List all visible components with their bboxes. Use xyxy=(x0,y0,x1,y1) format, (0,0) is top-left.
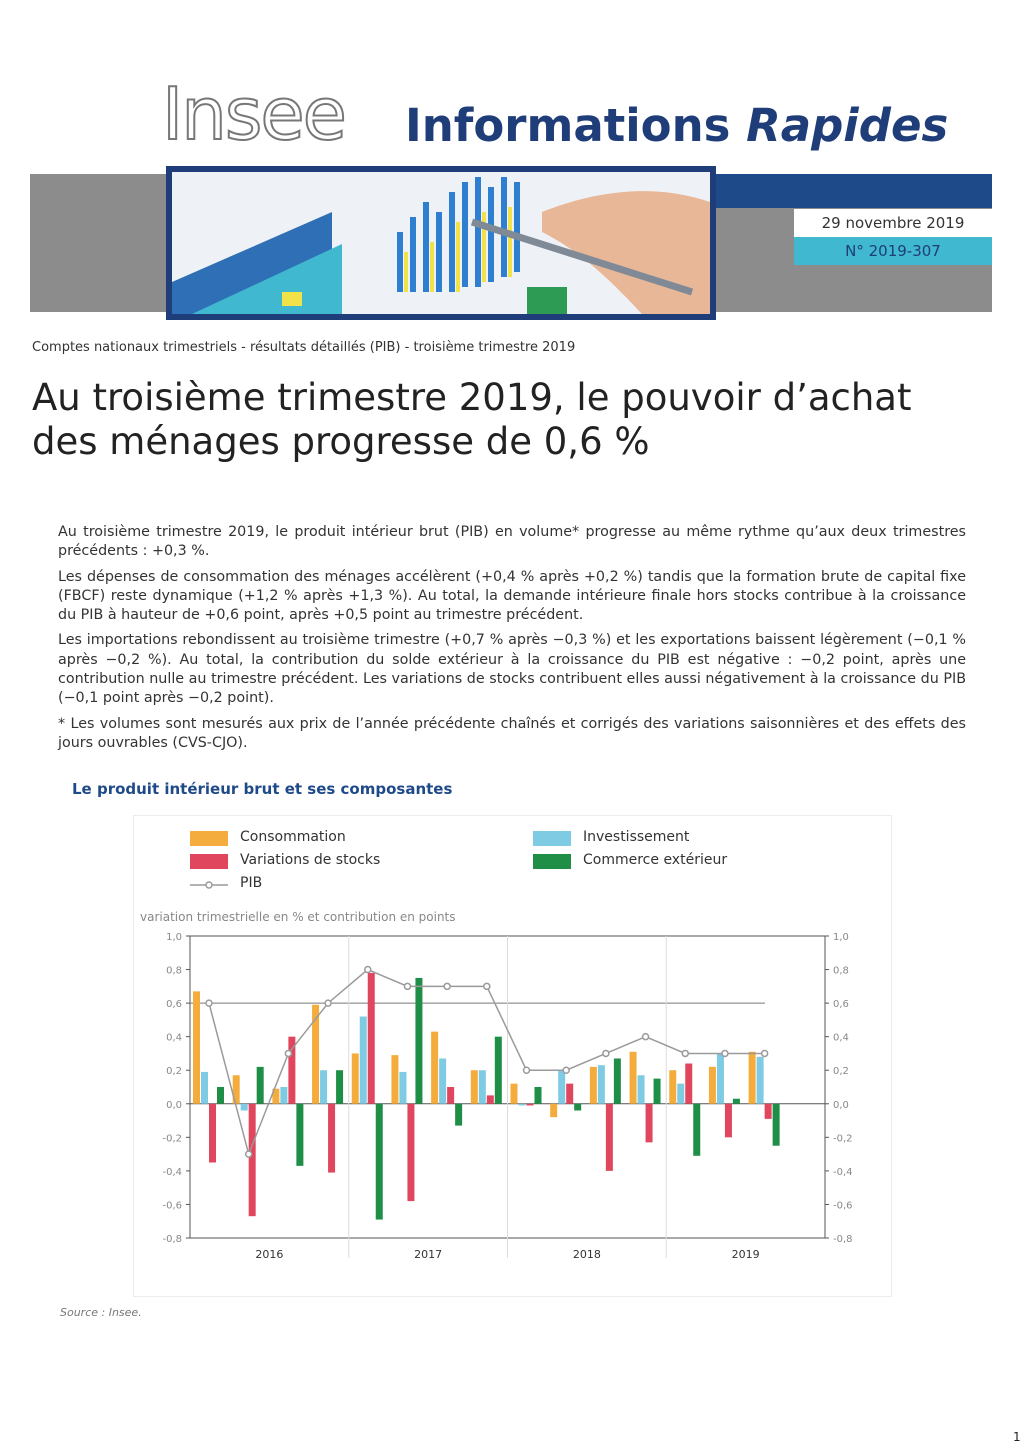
banner-image xyxy=(166,166,716,320)
bar-investissement xyxy=(439,1058,446,1103)
legend-label: Investissement xyxy=(583,829,690,845)
summary-text xyxy=(58,523,966,759)
y-tick-label-right: -0,2 xyxy=(833,1133,853,1145)
pib-point xyxy=(762,1050,768,1056)
y-tick-label-right: 0,2 xyxy=(833,1066,849,1078)
y-tick-label-right: 0,0 xyxy=(833,1099,849,1111)
pib-point xyxy=(404,983,410,989)
bar-commerce xyxy=(495,1037,502,1104)
bar-commerce xyxy=(336,1070,343,1104)
publication-date: 29 novembre 2019 xyxy=(794,209,992,237)
bar-investissement xyxy=(519,1104,526,1106)
legend-line-swatch xyxy=(190,877,228,892)
y-tick-label-right: 0,8 xyxy=(833,965,849,977)
legend-swatch xyxy=(533,831,571,846)
bar-stocks xyxy=(209,1104,216,1163)
bar-stocks xyxy=(368,973,375,1104)
bar-consommation xyxy=(471,1070,478,1104)
bar-investissement xyxy=(638,1075,645,1104)
publication-name xyxy=(405,99,949,152)
y-tick-label-right: -0,4 xyxy=(833,1166,853,1178)
title-line-2: des ménages progresse de 0,6 % xyxy=(32,420,650,463)
year-label: 2019 xyxy=(731,1248,760,1261)
bar-consommation xyxy=(193,991,200,1103)
pib-point xyxy=(246,1151,252,1157)
y-tick-label-right: -0,6 xyxy=(833,1200,853,1212)
pib-point xyxy=(206,1000,212,1006)
bar-investissement xyxy=(320,1070,327,1104)
banner-illustration xyxy=(172,172,710,314)
chart-bars xyxy=(193,973,780,1220)
pib-point xyxy=(563,1067,569,1073)
bar-consommation xyxy=(630,1052,637,1104)
bar-stocks xyxy=(685,1064,692,1104)
pib-point xyxy=(722,1050,728,1056)
page-number: 1 xyxy=(1013,1430,1021,1444)
y-tick-label-left: -0,6 xyxy=(162,1200,182,1212)
y-tick-label-left: 0,8 xyxy=(166,965,182,977)
bar-commerce xyxy=(614,1058,621,1103)
bar-investissement xyxy=(241,1104,248,1111)
bar-commerce xyxy=(733,1099,740,1104)
year-label: 2018 xyxy=(572,1248,601,1261)
bar-commerce xyxy=(257,1067,264,1104)
bar-commerce xyxy=(773,1104,780,1146)
pib-point xyxy=(325,1000,331,1006)
pib-point xyxy=(682,1050,688,1056)
legend-swatch xyxy=(190,854,228,869)
bar-stocks xyxy=(725,1104,732,1138)
pib-point xyxy=(365,967,371,973)
bar-commerce xyxy=(296,1104,303,1166)
bar-consommation xyxy=(431,1032,438,1104)
y-tick-label-right: 0,6 xyxy=(833,999,849,1011)
masthead xyxy=(0,0,1024,330)
legend-swatch xyxy=(190,831,228,846)
bar-investissement xyxy=(479,1070,486,1104)
bar-stocks xyxy=(407,1104,414,1201)
bar-consommation xyxy=(669,1070,676,1104)
bar-commerce xyxy=(693,1104,700,1156)
bar-stocks xyxy=(487,1095,494,1103)
pib-point xyxy=(643,1034,649,1040)
bar-investissement xyxy=(598,1065,605,1104)
legend-label: Commerce extérieur xyxy=(583,852,728,868)
bar-commerce xyxy=(455,1104,462,1126)
bar-consommation xyxy=(352,1053,359,1103)
chart-heading: Le produit intérieur brut et ses composantes xyxy=(72,780,453,798)
y-tick-label-left: -0,8 xyxy=(162,1234,182,1245)
y-tick-label-left: 0,0 xyxy=(166,1099,182,1111)
bar-consommation xyxy=(590,1067,597,1104)
bar-investissement xyxy=(399,1072,406,1104)
bar-consommation xyxy=(709,1067,716,1104)
bar-commerce xyxy=(217,1087,224,1104)
y-tick-label-left: 0,6 xyxy=(166,999,182,1011)
publication-number: N° 2019-307 xyxy=(794,237,992,265)
bar-stocks xyxy=(765,1104,772,1119)
bar-stocks xyxy=(527,1104,534,1106)
publication-name-informations: Informations xyxy=(405,99,731,152)
gdp-chart xyxy=(135,905,853,1265)
paragraph: Les importations rebondissent au troisième trimestre (+0,7 % après −0,3 %) et les exportations baissent légèrement (−0,1 % après −0,2 %). Au total, la contribution du solde extérieur à la croissance du PIB est négative : −0,2 point, après une contribution nulle au trimestre précédent. Les variations de stocks contribuent elles aussi négativement à la croissance du PIB (−0,1 point après −0,2 point). xyxy=(58,632,966,707)
bar-investissement xyxy=(201,1072,208,1104)
pib-point xyxy=(603,1050,609,1056)
bar-commerce xyxy=(415,978,422,1104)
bar-consommation xyxy=(511,1084,518,1104)
y-tick-label-right: 1,0 xyxy=(833,932,849,943)
pib-point xyxy=(484,983,490,989)
y-tick-label-left: -0,4 xyxy=(162,1166,182,1178)
y-tick-label-right: -0,8 xyxy=(833,1234,853,1245)
legend-swatch xyxy=(533,854,571,869)
bar-stocks xyxy=(447,1087,454,1104)
chart-subtitle: variation trimestrielle en % et contribution en points xyxy=(140,910,456,924)
pib-point xyxy=(524,1067,530,1073)
year-label: 2017 xyxy=(414,1248,443,1261)
legend-label: Variations de stocks xyxy=(240,852,381,868)
y-tick-label-left: -0,2 xyxy=(162,1133,182,1145)
overline: Comptes nationaux trimestriels - résultats détaillés (PIB) - troisième trimestre 2019 xyxy=(32,340,576,355)
bar-investissement xyxy=(280,1087,287,1104)
paragraph: Au troisième trimestre 2019, le produit intérieur brut (PIB) en volume* progresse au même rythme qu’aux deux trimestres précédents : +0,3 %. xyxy=(58,524,966,560)
bar-investissement xyxy=(757,1057,764,1104)
header-band-accent xyxy=(700,174,992,208)
bar-commerce xyxy=(376,1104,383,1220)
bar-stocks xyxy=(566,1084,573,1104)
bar-consommation xyxy=(749,1052,756,1104)
y-tick-label-left: 0,2 xyxy=(166,1066,182,1078)
legend-label: Consommation xyxy=(240,829,346,845)
y-tick-label-left: 0,4 xyxy=(166,1032,182,1044)
legend-label: PIB xyxy=(240,875,263,891)
bar-investissement xyxy=(677,1084,684,1104)
bar-consommation xyxy=(550,1104,557,1117)
bar-consommation xyxy=(391,1055,398,1104)
bar-stocks xyxy=(328,1104,335,1173)
bar-investissement xyxy=(717,1053,724,1103)
publication-name-rapides: Rapides xyxy=(746,99,949,152)
bar-stocks xyxy=(646,1104,653,1143)
y-tick-label-left: 1,0 xyxy=(166,932,182,943)
page-title xyxy=(32,376,992,464)
bar-investissement xyxy=(360,1017,367,1104)
bar-commerce xyxy=(654,1079,661,1104)
footnote: * Les volumes sont mesurés aux prix de l’année précédente chaînés et corrigés des variations saisonnières et des effets des jours ouvrables (CVS-CJO). xyxy=(58,715,966,751)
insee-logo: Insee xyxy=(162,72,345,156)
source-note: Source : Insee. xyxy=(60,1306,142,1319)
bar-stocks xyxy=(249,1104,256,1216)
pib-point xyxy=(285,1050,291,1056)
year-label: 2016 xyxy=(255,1248,284,1261)
bar-commerce xyxy=(535,1087,542,1104)
bar-investissement xyxy=(558,1070,565,1104)
title-line-1: Au troisième trimestre 2019, le pouvoir d’achat xyxy=(32,376,912,419)
bar-commerce xyxy=(574,1104,581,1111)
pib-point xyxy=(444,983,450,989)
bar-stocks xyxy=(606,1104,613,1171)
paragraph: Les dépenses de consommation des ménages accélèrent (+0,4 % après +0,2 %) tandis que la formation brute de capital fixe (FBCF) reste dynamique (+1,2 % après +1,3 %). Au total, la demande intérieure finale hors stocks contribue à la croissance du PIB à hauteur de +0,6 point, après +0,5 point au trimestre précédent. xyxy=(58,568,966,624)
y-tick-label-right: 0,4 xyxy=(833,1032,849,1044)
